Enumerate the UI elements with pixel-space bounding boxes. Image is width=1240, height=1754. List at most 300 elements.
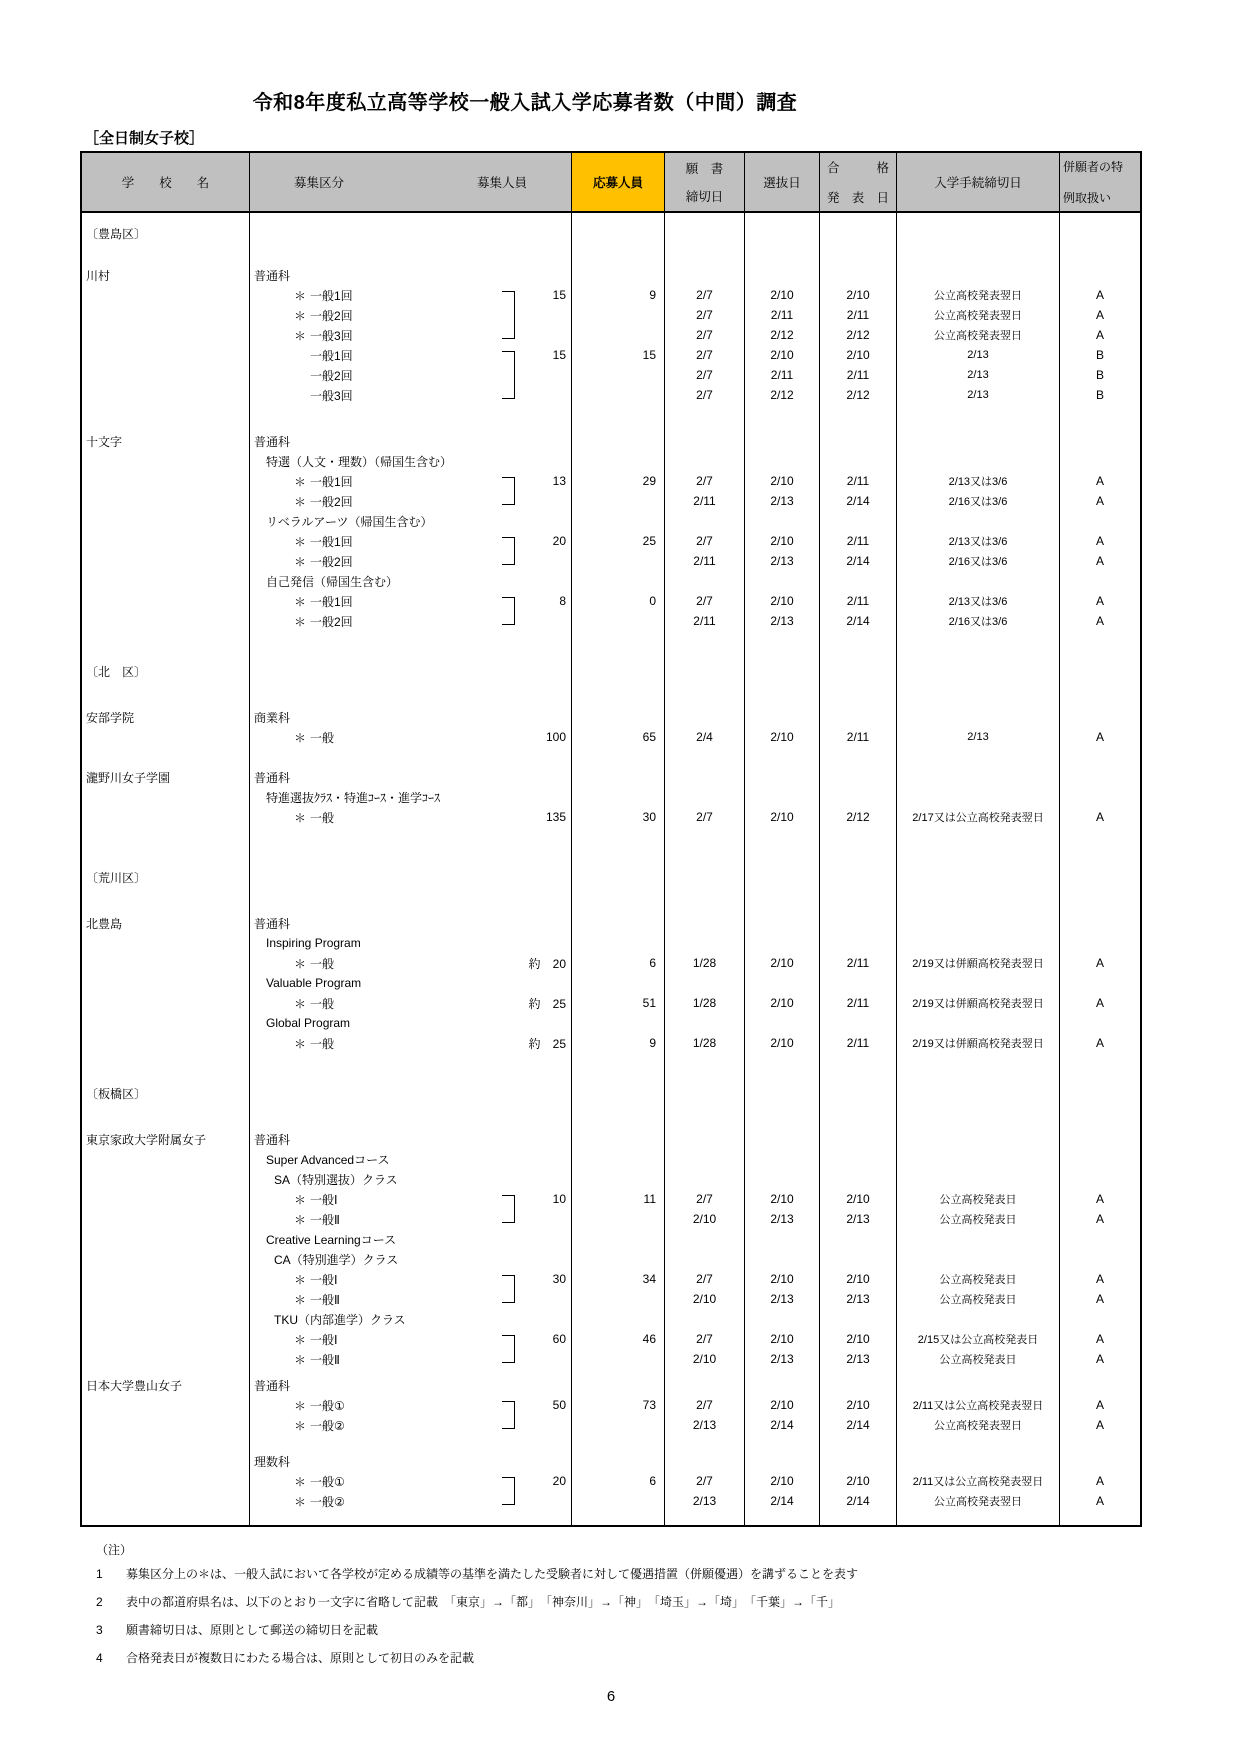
exam-date-cell: 2/10 [745,285,820,305]
school-cell [82,213,250,223]
applicants-cell [572,385,665,405]
table-row [82,707,1140,727]
applicants-cell: 0 [572,591,665,611]
special-cell: A [1095,1036,1104,1050]
category-cell [250,807,572,827]
applicants-cell: 15 [572,345,665,365]
school-cell [82,265,250,285]
applicants-cell [572,223,665,243]
procedure-cell [897,1083,1060,1103]
category-label: 自己発信（帰国生含む） [266,574,399,589]
school-cell [82,1491,250,1511]
preference-asterisk: ＊ [294,1352,307,1367]
table-row [82,571,1140,591]
category-cell [250,993,572,1013]
special-cell [1060,1129,1140,1149]
category-cell [250,1435,572,1451]
exam-date-cell [745,213,820,223]
procedure-cell: 2/19又は併願高校発表翌日 [897,993,1060,1013]
table-row [82,1289,1140,1309]
procedure-cell: 2/16又は3/6 [897,491,1060,511]
applicants-cell [572,1375,665,1395]
category-label: 一般3回 [310,328,353,343]
procedure-cell: 公立高校発表翌日 [897,1491,1060,1511]
exam-date-cell [745,511,820,531]
capacity-value: 約 20 [528,956,566,971]
category-label: 一般1回 [310,594,353,609]
school-cell [82,1329,250,1349]
school-cell [82,933,250,953]
deadline-cell [665,243,745,265]
announce-date-cell [820,511,897,531]
school-cell [82,1129,250,1149]
applicants-cell: 9 [572,1033,665,1053]
group-bracket [502,1275,515,1289]
special-cell: A [1095,288,1104,302]
procedure-cell [897,767,1060,787]
procedure-cell: 2/13 [897,727,1060,747]
special-cell: A [1095,810,1104,824]
deadline-cell [665,1083,745,1103]
school-cell [82,451,250,471]
special-cell: A [1095,1212,1104,1226]
category-label: 特選（人文・理数）（帰国生含む） [266,454,453,469]
table-row [82,531,1140,551]
group-bracket [502,365,515,385]
category-cell [250,345,572,365]
table-row [82,551,1140,571]
deadline-cell [665,1249,745,1269]
school-cell [82,1415,250,1435]
applicants-cell: 29 [572,471,665,491]
deadline-cell: 2/7 [665,471,745,491]
applicants-cell [572,631,665,661]
spacer-row [82,1053,1140,1083]
category-cell [250,1309,572,1329]
announce-date-cell: 2/14 [820,551,897,571]
category-label: 普通科 [254,434,291,449]
exam-date-cell [745,1053,820,1083]
exam-date-cell [745,661,820,681]
header-procedure-deadline: 入学手続締切日 [897,153,1060,211]
exam-date-cell [745,827,820,867]
school-cell [82,807,250,827]
school-cell [82,1189,250,1209]
special-cell: A [1095,494,1104,508]
procedure-cell: 公立高校発表翌日 [897,1415,1060,1435]
capacity-value: 60 [552,1332,566,1346]
procedure-cell: 公立高校発表翌日 [897,285,1060,305]
school-cell [82,611,250,631]
special-cell [1060,867,1140,887]
announce-date-cell [820,681,897,707]
table-row [82,1375,1140,1395]
applicants-cell [572,571,665,591]
exam-date-cell: 2/13 [745,611,820,631]
admissions-table [80,151,1142,1527]
deadline-cell [665,213,745,223]
category-cell [250,787,572,807]
category-label: 一般Ⅱ [310,1352,340,1367]
exam-date-cell: 2/11 [745,305,820,325]
applicants-cell [572,1013,665,1033]
special-cell [1060,827,1140,867]
table-row [82,431,1140,451]
category-cell [250,827,572,867]
preference-asterisk: ＊ [294,1192,307,1207]
announce-date-cell: 2/11 [820,591,897,611]
category-cell [250,571,572,591]
deadline-cell: 2/4 [665,727,745,747]
deadline-cell [665,661,745,681]
announce-date-cell [820,787,897,807]
school-cell [82,365,250,385]
procedure-cell [897,431,1060,451]
exam-date-cell [745,1435,820,1451]
header-capacity: 募集人員 [476,176,527,190]
special-cell: A [1095,1352,1104,1366]
table-row [82,1349,1140,1369]
announce-date-cell [820,867,897,887]
group-bracket [502,537,515,551]
exam-date-cell [745,571,820,591]
deadline-cell: 2/13 [665,1415,745,1435]
applicants-cell [572,1149,665,1169]
deadline-cell: 2/10 [665,1349,745,1369]
preference-asterisk: ＊ [294,594,307,609]
announce-date-cell: 2/11 [820,1033,897,1053]
procedure-cell: 2/13又は3/6 [897,591,1060,611]
category-cell [250,1129,572,1149]
announce-date-cell [820,887,897,913]
table-row [82,807,1140,827]
announce-date-cell [820,1149,897,1169]
announce-date-cell [820,1249,897,1269]
special-cell [1060,243,1140,265]
school-cell [82,1013,250,1033]
footnote-3: 3 願書締切日は、原則として郵送の締切日を記載 [96,1623,379,1637]
procedure-cell: 2/11又は公立高校発表翌日 [897,1395,1060,1415]
applicants-cell [572,767,665,787]
applicants-cell [572,213,665,223]
announce-date-cell [820,431,897,451]
header-category: 募集区分 [294,176,345,190]
category-cell [250,385,572,405]
deadline-cell [665,1511,745,1525]
category-label: リベラルアーツ（帰国生含む） [266,514,433,529]
school-cell [82,243,250,265]
table-row [82,1471,1140,1491]
procedure-cell [897,707,1060,727]
category-label: 一般① [310,1398,345,1413]
special-cell: B [1095,368,1104,382]
school-cell [82,345,250,365]
category-cell [250,661,572,681]
group-bracket [502,491,515,505]
spacer-row [82,1511,1140,1525]
deadline-cell [665,933,745,953]
category-label: 特進選抜ｸﾗｽ・特進ｺｰｽ・進学ｺｰｽ [266,790,441,805]
deadline-cell [665,747,745,767]
announce-date-cell: 2/11 [820,953,897,973]
ward-section-label: 〔板橋区〕 [86,1086,147,1101]
exam-date-cell: 2/13 [745,1209,820,1229]
special-cell: B [1095,388,1104,402]
exam-date-cell [745,787,820,807]
school-cell [82,1349,250,1369]
applicants-cell: 11 [572,1189,665,1209]
footnote-2: 2 表中の都道府県名は、以下のとおり一文字に省略して記載 「東京」→「都」 「神奈川」→「神」 「埼玉」→「埼」 「千葉」→「千」 [96,1595,841,1609]
exam-date-cell [745,973,820,993]
deadline-cell [665,767,745,787]
table-row [82,265,1140,285]
deadline-cell: 2/11 [665,551,745,571]
deadline-cell [665,973,745,993]
announce-date-cell [820,1129,897,1149]
exam-date-cell [745,867,820,887]
announce-date-cell: 2/13 [820,1349,897,1369]
deadline-cell [665,431,745,451]
category-label: 一般2回 [310,368,353,383]
announce-date-cell: 2/11 [820,305,897,325]
special-cell [1060,571,1140,591]
school-cell [82,305,250,325]
school-name: 川村 [86,268,111,283]
group-bracket [502,1349,515,1363]
announce-date-cell [820,1511,897,1525]
school-cell [82,571,250,591]
procedure-cell [897,1169,1060,1189]
procedure-cell: 2/19又は併願高校発表翌日 [897,1033,1060,1053]
capacity-value: 15 [552,348,566,362]
special-cell [1060,913,1140,933]
applicants-cell [572,305,665,325]
category-cell [250,223,572,243]
group-bracket [502,291,515,305]
table-row [82,1329,1140,1349]
deadline-cell [665,681,745,707]
exam-date-cell [745,933,820,953]
category-label: 一般2回 [310,554,353,569]
capacity-value: 30 [552,1272,566,1286]
exam-date-cell: 2/10 [745,993,820,1013]
procedure-cell [897,867,1060,887]
category-label: 普通科 [254,770,291,785]
special-cell [1060,681,1140,707]
spacer-row [82,213,1140,223]
announce-date-cell: 2/10 [820,1471,897,1491]
exam-date-cell: 2/10 [745,807,820,827]
applicants-cell [572,787,665,807]
school-name: 瀧野川女子学園 [86,770,171,785]
capacity-value: 10 [552,1192,566,1206]
deadline-cell: 2/7 [665,591,745,611]
deadline-cell: 2/7 [665,365,745,385]
group-bracket [502,351,515,365]
category-label: 普通科 [254,268,291,283]
school-cell [82,1471,250,1491]
preference-asterisk: ＊ [294,1332,307,1347]
announce-date-cell [820,405,897,431]
deadline-cell: 2/7 [665,305,745,325]
spacer-row [82,405,1140,431]
applicants-cell [572,827,665,867]
procedure-cell [897,1451,1060,1471]
procedure-cell: 2/13 [897,345,1060,365]
procedure-cell: 2/13又は3/6 [897,471,1060,491]
procedure-cell [897,265,1060,285]
deadline-cell [665,827,745,867]
category-cell [250,1451,572,1471]
header-category-capacity [250,153,572,211]
special-cell [1060,707,1140,727]
announce-date-cell [820,631,897,661]
category-label: Global Program [266,1016,351,1030]
exam-date-cell [745,431,820,451]
preference-asterisk: ＊ [294,474,307,489]
exam-date-cell [745,1083,820,1103]
category-label: 一般② [310,1418,345,1433]
deadline-cell: 2/13 [665,1491,745,1511]
table-row [82,973,1140,993]
special-cell [1060,431,1140,451]
table-row [82,1395,1140,1415]
applicants-cell [572,551,665,571]
footnotes [96,1541,1240,1672]
procedure-cell: 2/16又は3/6 [897,551,1060,571]
procedure-cell: 2/19又は併願高校発表翌日 [897,953,1060,973]
spacer-row [82,747,1140,767]
group-bracket [502,1335,515,1349]
deadline-cell [665,511,745,531]
deadline-cell [665,787,745,807]
special-cell: A [1095,1292,1104,1306]
exam-date-cell [745,1149,820,1169]
procedure-cell [897,1129,1060,1149]
special-cell [1060,973,1140,993]
exam-date-cell [745,265,820,285]
deadline-cell: 2/7 [665,325,745,345]
table-row [82,345,1140,365]
table-row [82,1209,1140,1229]
school-cell [82,1169,250,1189]
exam-date-cell [745,1451,820,1471]
school-cell [82,1289,250,1309]
category-cell [250,265,572,285]
category-cell [250,471,572,491]
preference-asterisk: ＊ [294,1418,307,1433]
exam-date-cell [745,631,820,661]
exam-date-cell [745,223,820,243]
category-cell [250,1269,572,1289]
group-bracket [502,325,515,339]
category-cell [250,887,572,913]
announce-date-cell [820,747,897,767]
exam-date-cell [745,451,820,471]
deadline-cell [665,1451,745,1471]
exam-date-cell: 2/13 [745,491,820,511]
announce-date-cell [820,1083,897,1103]
applicants-cell [572,1229,665,1249]
school-name: 北豊島 [86,916,123,931]
exam-date-cell: 2/12 [745,325,820,345]
category-label: 一般Ⅰ [310,1332,338,1347]
capacity-value: 135 [545,810,566,824]
school-cell [82,707,250,727]
procedure-cell [897,913,1060,933]
announce-date-cell: 2/11 [820,471,897,491]
preference-asterisk: ＊ [294,1036,307,1051]
school-cell [82,827,250,867]
exam-date-cell: 2/10 [745,591,820,611]
exam-date-cell [745,405,820,431]
school-cell [82,887,250,913]
special-cell [1060,1451,1140,1471]
exam-date-cell: 2/12 [745,385,820,405]
deadline-cell [665,1169,745,1189]
capacity-value: 約 25 [528,1036,566,1051]
special-cell [1060,661,1140,681]
school-cell [82,973,250,993]
exam-date-cell: 2/10 [745,531,820,551]
category-label: 一般 [310,996,335,1011]
applicants-cell [572,933,665,953]
exam-date-cell: 2/13 [745,1289,820,1309]
category-cell [250,727,572,747]
group-bracket [502,385,515,399]
deadline-cell [665,707,745,727]
category-cell [250,1013,572,1033]
preference-asterisk: ＊ [294,810,307,825]
applicants-cell [572,491,665,511]
deadline-cell [665,1013,745,1033]
applicants-cell [572,451,665,471]
category-label: 理数科 [254,1454,291,1469]
exam-date-cell: 2/10 [745,1269,820,1289]
footnote-label: （注） [96,1543,133,1557]
applicants-cell: 46 [572,1329,665,1349]
procedure-cell: 2/13 [897,365,1060,385]
ward-section-cell [82,661,250,681]
capacity-value: 20 [552,1474,566,1488]
special-cell: A [1095,1474,1104,1488]
special-cell [1060,1103,1140,1129]
category-cell [250,405,572,431]
deadline-cell: 2/7 [665,1329,745,1349]
procedure-cell: 公立高校発表日 [897,1269,1060,1289]
category-label: 一般 [310,730,335,745]
announce-date-cell: 2/11 [820,993,897,1013]
category-label: 一般Ⅰ [310,1192,338,1207]
special-cell: A [1095,554,1104,568]
announce-date-cell: 2/10 [820,1189,897,1209]
table-row [82,285,1140,305]
deadline-cell: 2/7 [665,807,745,827]
category-label: Creative Learningコース [266,1232,397,1247]
applicants-cell [572,707,665,727]
special-cell [1060,1249,1140,1269]
category-label: Inspiring Program [266,936,361,950]
procedure-cell: 2/15又は公立高校発表日 [897,1329,1060,1349]
preference-asterisk: ＊ [294,1272,307,1287]
announce-date-cell: 2/12 [820,325,897,345]
spacer-row [82,1103,1140,1129]
applicants-cell: 30 [572,807,665,827]
announce-date-cell: 2/10 [820,345,897,365]
announce-date-cell [820,1451,897,1471]
school-cell [82,1209,250,1229]
table-row [82,913,1140,933]
